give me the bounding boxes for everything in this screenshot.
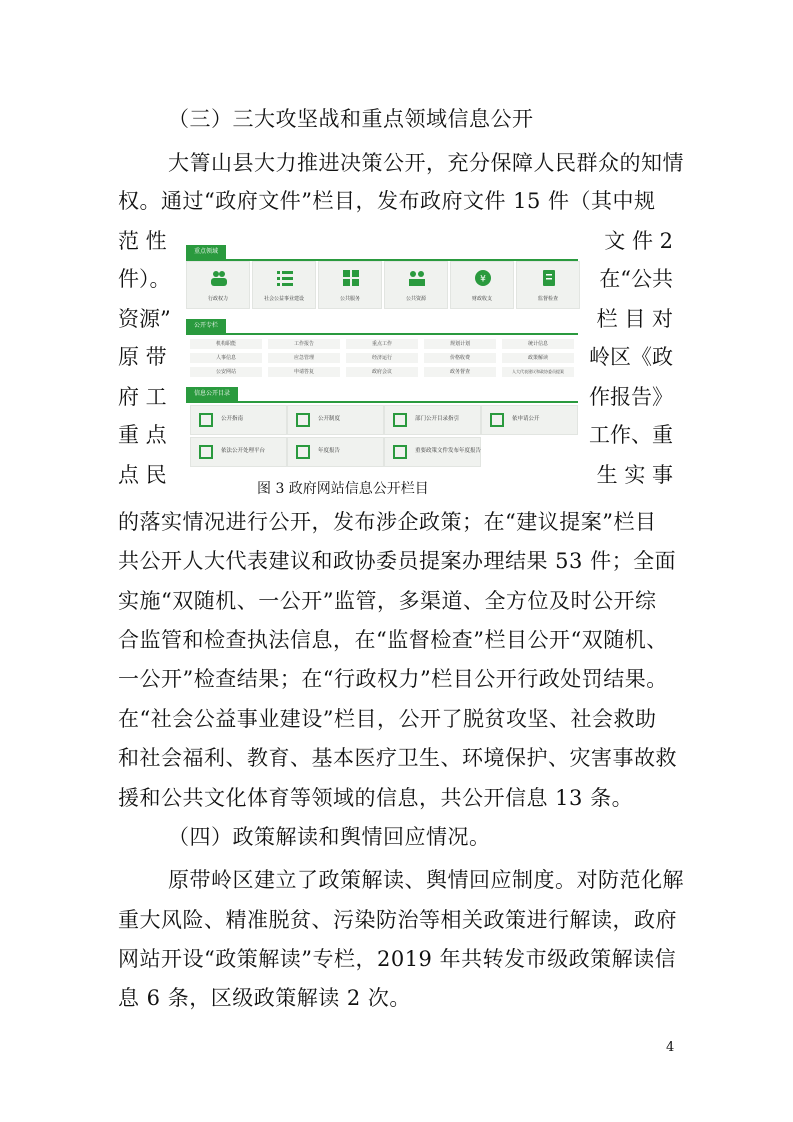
column-link[interactable]: 机构职能	[190, 339, 262, 349]
tile-supervision[interactable]: 监督检查	[516, 261, 580, 309]
paragraph-line: 合监管和检查执法信息，在“监督检查”栏目公开“双随机、	[118, 628, 668, 652]
monitor-icon	[490, 413, 504, 427]
wrap-left-text: 重 点	[118, 423, 167, 447]
column-link[interactable]: 政策解读	[502, 353, 574, 363]
grid-icon	[342, 269, 360, 287]
wrap-right-text: 在“公共	[599, 267, 673, 291]
paragraph-line: 的落实情况进行公开，发布涉企政策；在“建议提案”栏目	[118, 510, 657, 534]
wrap-left-text: 范 性	[118, 229, 167, 253]
svg-text:¥: ¥	[480, 274, 486, 285]
section-title-directory: 信息公开目录	[186, 387, 238, 401]
column-link[interactable]: 人事信息	[190, 353, 262, 363]
people-icon	[210, 269, 228, 287]
paragraph-line: 权。通过“政府文件”栏目，发布政府文件 15 件（其中规	[118, 189, 656, 213]
section-title-columns: 公开专栏	[186, 319, 226, 333]
divider	[186, 333, 578, 335]
department-directory-button[interactable]: 部门公开目录指引	[384, 405, 481, 435]
column-link[interactable]: 经济运行	[346, 353, 418, 363]
wrap-left-text: 点 民	[118, 463, 167, 487]
column-link[interactable]: 公安网站	[190, 367, 262, 377]
list-icon	[296, 413, 310, 427]
column-link[interactable]: 价格收费	[424, 353, 496, 363]
annual-report-button[interactable]: 年度报告	[287, 437, 384, 467]
section-heading-4: （四）政策解读和舆情回应情况。	[168, 825, 491, 849]
application-disclosure-button[interactable]: 依申请公开	[481, 405, 578, 435]
section-title-key-areas: 重点领域	[186, 245, 226, 259]
paragraph-line: 大箐山县大力推进决策公开，充分保障人民群众的知情	[168, 151, 684, 175]
disclosure-system-button[interactable]: 公开制度	[287, 405, 384, 435]
tile-public-resources[interactable]: 公共资源	[384, 261, 448, 309]
tile-admin-power[interactable]: 行政权力	[186, 261, 250, 309]
column-link[interactable]: 政务督查	[424, 367, 496, 377]
policy-release-report-button[interactable]: 重要政策文件发布年度报告	[384, 437, 481, 467]
column-link[interactable]: 工作报告	[268, 339, 340, 349]
wrap-right-text: 栏 目 对	[596, 307, 673, 331]
paragraph-line: 网站开设“政策解读”专栏，2019 年共转发市级政策解读信	[118, 947, 677, 971]
paragraph-line: 原带岭区建立了政策解读、舆情回应制度。对防范化解	[168, 868, 684, 892]
wrap-right-text: 生 实 事	[596, 463, 673, 487]
divider	[186, 401, 578, 403]
yuan-coin-icon	[474, 269, 492, 287]
page-number: 4	[666, 1040, 675, 1055]
column-link[interactable]: 统计信息	[502, 339, 574, 349]
column-link[interactable]: 重点工作	[346, 339, 418, 349]
disclosure-guide-button[interactable]: 公开指南	[190, 405, 287, 435]
figure-caption: 图 3 政府网站信息公开栏目	[257, 481, 429, 497]
wrap-left-text: 资源”	[118, 307, 171, 331]
document-icon	[199, 413, 213, 427]
list-icon	[393, 445, 407, 459]
section-heading-3: （三）三大攻坚战和重点领域信息公开	[168, 107, 534, 131]
paragraph-line: 重大风险、精准脱贫、污染防治等相关政策进行解读，政府	[118, 908, 677, 932]
paragraph-line: 援和公共文化体育等领域的信息，共公开信息 13 条。	[118, 786, 634, 810]
paragraph-line: 和社会福利、教育、基本医疗卫生、环境保护、灾害事故救	[118, 746, 677, 770]
group-icon	[408, 269, 426, 287]
wrap-right-text: 作报告》	[589, 385, 673, 409]
wrap-right-text: 岭区《政	[589, 345, 673, 369]
file-icon	[393, 413, 407, 427]
list-icon	[276, 269, 294, 287]
paragraph-line: 在“社会公益事业建设”栏目，公开了脱贫攻坚、社会救助	[118, 707, 657, 731]
wrap-right-text: 文 件 2	[604, 229, 673, 253]
document-check-icon	[540, 269, 558, 287]
tile-finance[interactable]: ¥ 财政收支	[450, 261, 514, 309]
legal-platform-button[interactable]: 依法公开处理平台	[190, 437, 287, 467]
column-link[interactable]: 政府会议	[346, 367, 418, 377]
paragraph-line: 一公开”检查结果；在“行政权力”栏目公开行政处罚结果。	[118, 667, 668, 691]
website-screenshot-figure	[186, 243, 578, 471]
paragraph-line: 共公开人大代表建议和政协委员提案办理结果 53 件；全面	[118, 549, 677, 573]
tile-public-welfare[interactable]: 社会公益事业建设	[252, 261, 316, 309]
tile-public-service[interactable]: 公共服务	[318, 261, 382, 309]
monitor-icon	[199, 445, 213, 459]
paragraph-line: 实施“双随机、一公开”监管，多渠道、全方位及时公开综	[118, 589, 657, 613]
column-link[interactable]: 规划计划	[424, 339, 496, 349]
wrap-left-text: 件）。	[118, 267, 171, 291]
wrap-left-text: 原 带	[118, 345, 167, 369]
wrap-right-text: 工作、重	[589, 423, 673, 447]
column-link[interactable]: 人大代表建议和政协委员提案	[502, 367, 574, 377]
column-link[interactable]: 申请答复	[268, 367, 340, 377]
wrap-left-text: 府 工	[118, 385, 167, 409]
clipboard-icon	[296, 445, 310, 459]
column-link[interactable]: 应急管理	[268, 353, 340, 363]
paragraph-line: 息 6 条，区级政策解读 2 次。	[118, 986, 411, 1010]
